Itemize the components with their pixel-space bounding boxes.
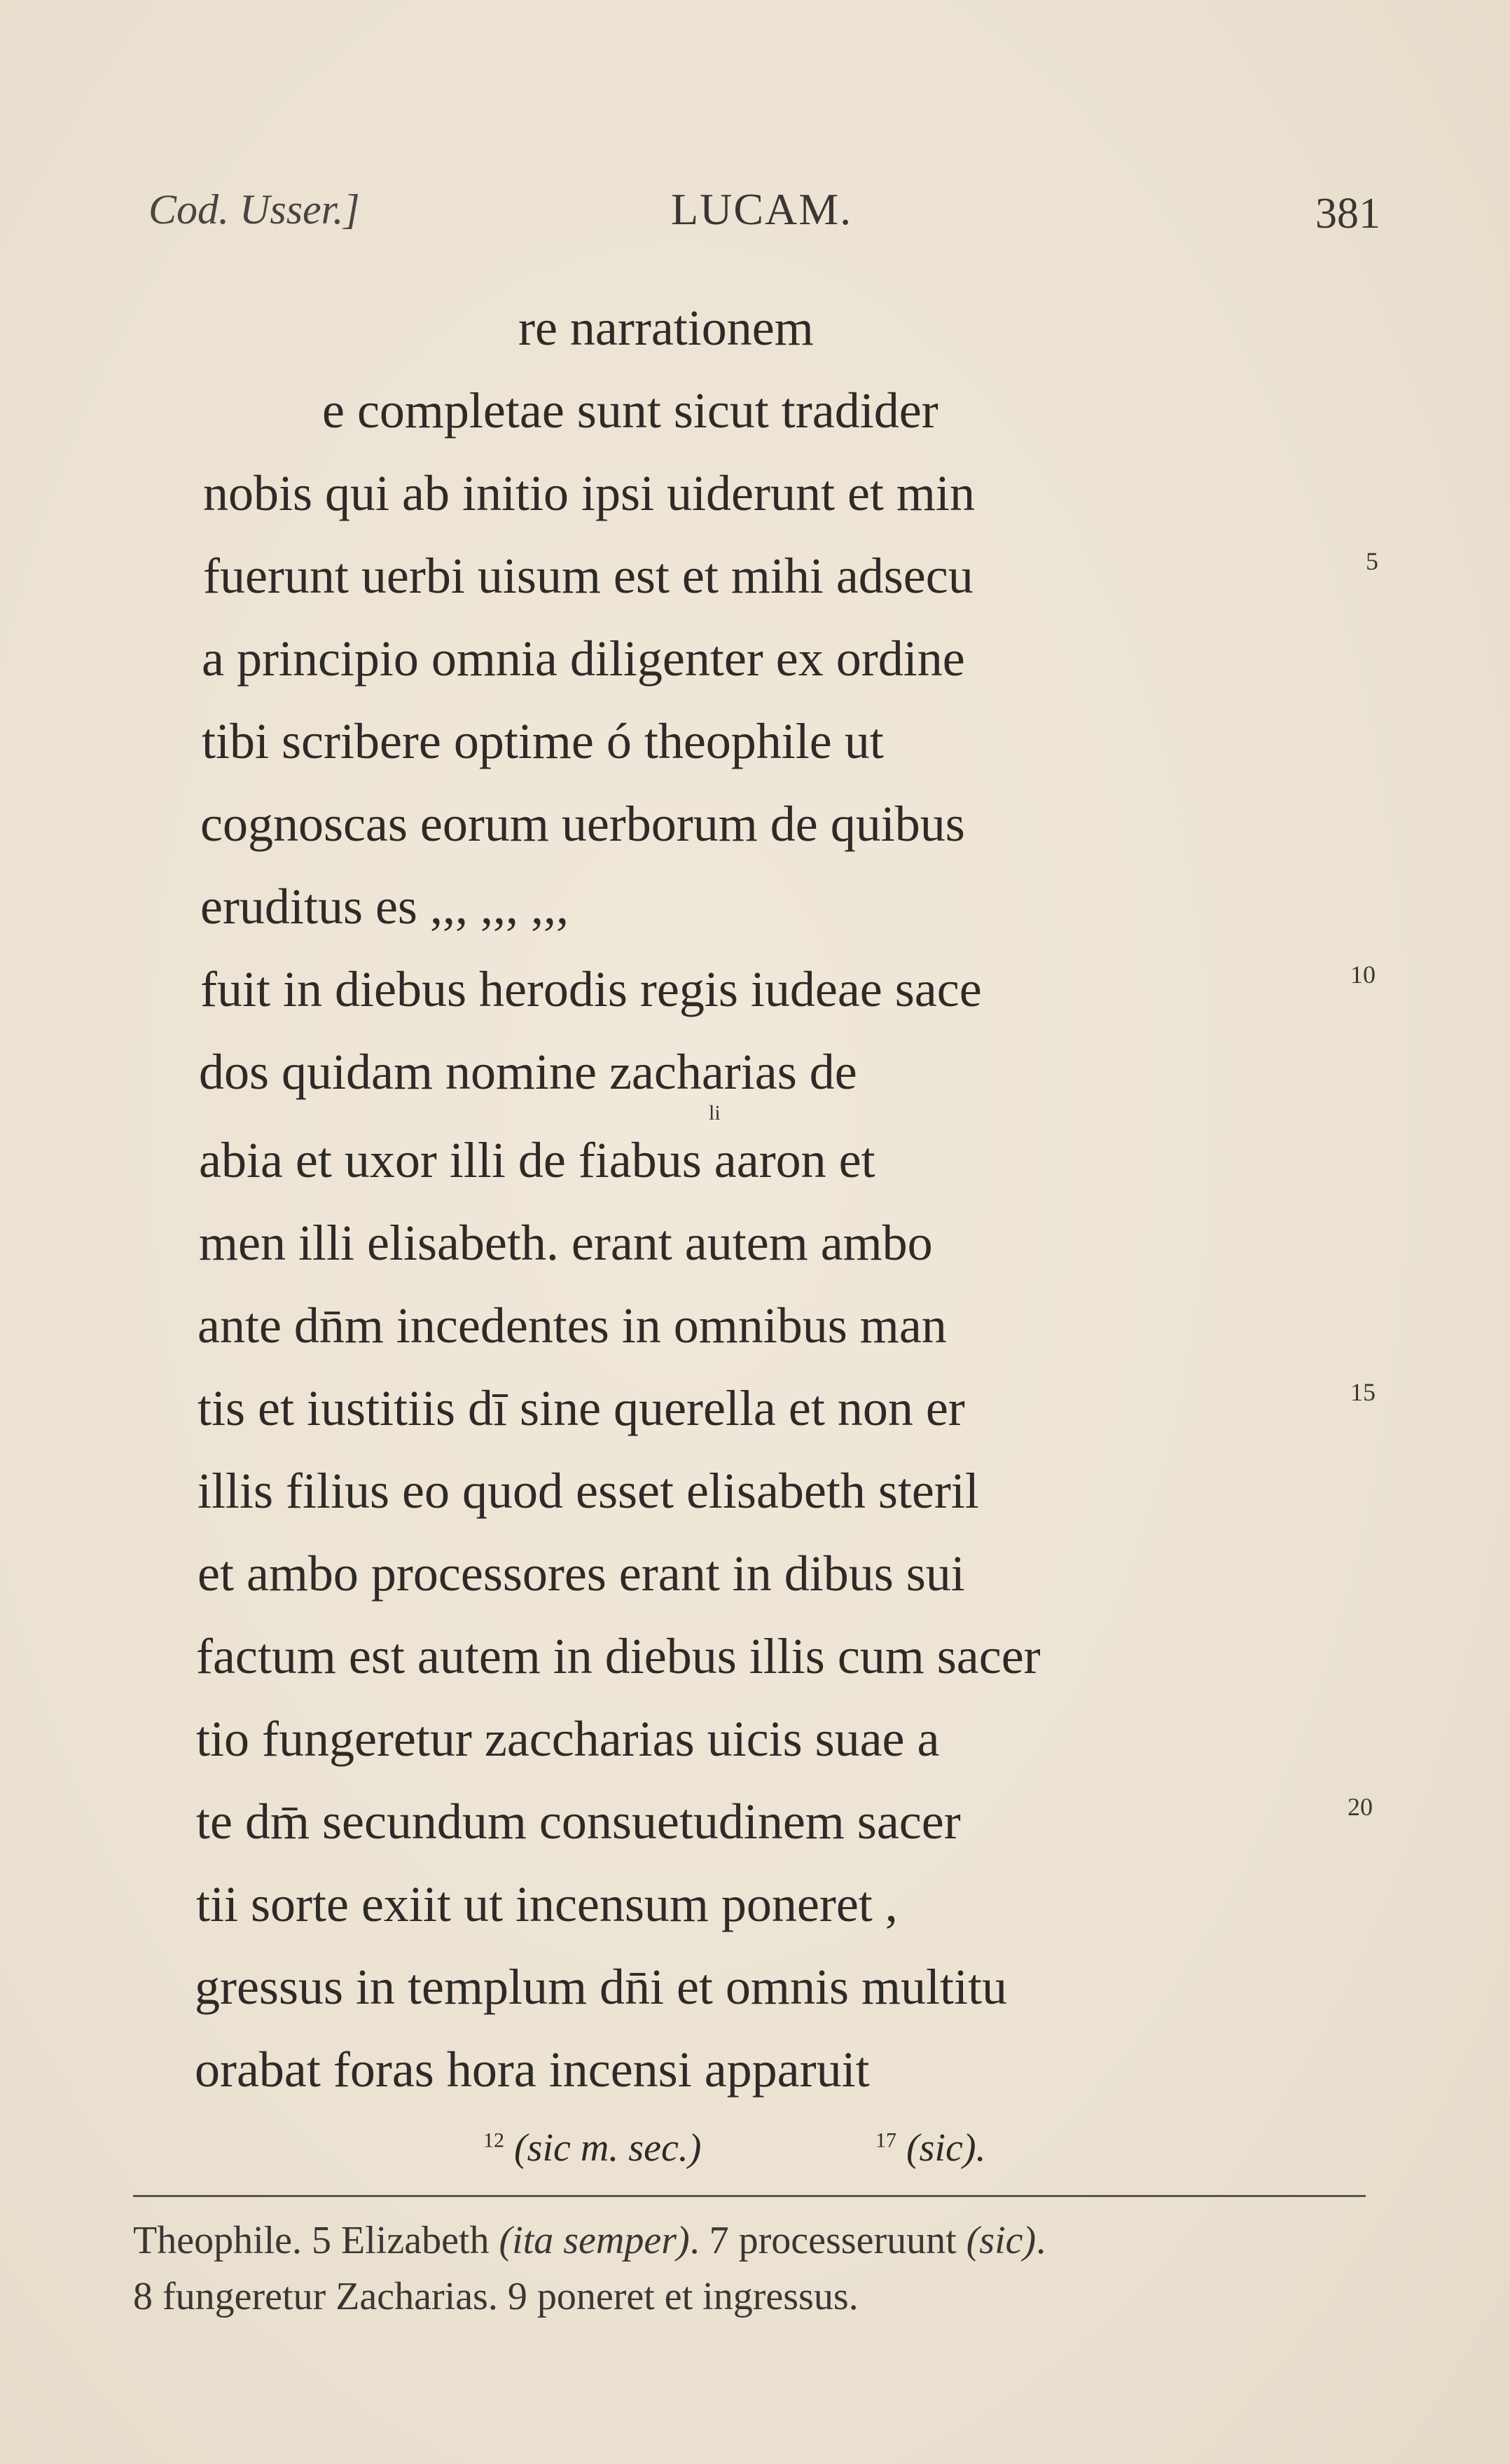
footnote-line-1 xyxy=(133,2221,1046,2260)
superscript-li: li xyxy=(709,1101,721,1124)
inline-note-12-text: (sic m. sec.) xyxy=(514,2126,702,2170)
line-number-15: 15 xyxy=(1350,1378,1376,1406)
text-line-20: tii sorte exiit ut incensum poneret , xyxy=(196,1876,898,1932)
inline-note-17-text: (sic). xyxy=(906,2126,986,2170)
text-line-18: tio fungeretur zaccharias uicis suae a xyxy=(196,1711,940,1767)
footnote-divider xyxy=(133,2195,1366,2197)
text-line-5: a principio omnia diligenter ex ordine xyxy=(202,631,965,687)
footnote-line-2: 8 fungeretur Zacharias. 9 poneret et ingressus. xyxy=(133,2275,859,2318)
text-line-13: ante dn̄m incedentes in omnibus man xyxy=(198,1298,947,1354)
text-line-12: men illi elisabeth. erant autem ambo xyxy=(199,1215,933,1271)
inline-note-12-number: 12 xyxy=(483,2128,504,2152)
footnote-1c: . 7 processeruunt xyxy=(689,2219,967,2262)
text-line-7: cognoscas eorum uerborum de quibus xyxy=(200,796,965,852)
footnote-1e: . xyxy=(1036,2219,1046,2262)
header-title: LUCAM. xyxy=(671,184,853,234)
text-line-8: eruditus es ,,, ,,, ,,, xyxy=(200,879,569,935)
line-number-5: 5 xyxy=(1366,547,1378,575)
line-number-10: 10 xyxy=(1350,961,1376,989)
text-line-21: gressus in templum dn̄i et omnis multitu xyxy=(195,1959,1007,2015)
inline-note-17 xyxy=(875,2126,986,2170)
text-line-22: orabat foras hora incensi apparuit xyxy=(195,2042,870,2098)
page-number: 381 xyxy=(1315,190,1380,238)
text-line-9: fuit in diebus herodis regis iudeae sace xyxy=(200,961,982,1017)
text-line-11: abia et uxor illi de fiabus aaron et xyxy=(199,1132,875,1188)
footnote-1b: (ita semper) xyxy=(499,2219,690,2262)
footnote-1a: Theophile. 5 Elizabeth xyxy=(133,2219,499,2262)
text-line-2: e completae sunt sicut tradider xyxy=(322,383,938,439)
inline-note-17-number: 17 xyxy=(875,2128,896,2152)
text-line-4: fuerunt uerbi uisum est et mihi adsecu xyxy=(203,548,974,604)
text-line-10: dos quidam nomine zacharias de xyxy=(199,1044,857,1100)
text-line-14: tis et iustitiis dī sine querella et non er xyxy=(198,1380,965,1436)
inline-note-12 xyxy=(483,2126,701,2170)
text-line-19: te dm̄ secundum consuetudinem sacer xyxy=(196,1794,961,1850)
header-source: Cod. Usser.] xyxy=(148,186,360,233)
line-number-20: 20 xyxy=(1348,1793,1373,1821)
text-line-15: illis filius eo quod esset elisabeth steril xyxy=(198,1463,979,1519)
text-line-3: nobis qui ab initio ipsi uiderunt et min xyxy=(203,465,975,521)
text-line-6: tibi scribere optime ó theophile ut xyxy=(202,713,884,769)
footnote-1d: (sic) xyxy=(966,2219,1037,2262)
text-line-17: factum est autem in diebus illis cum sacer xyxy=(196,1628,1041,1684)
text-line-1: re narrationem xyxy=(518,300,814,356)
text-line-16: et ambo processores erant in dibus sui xyxy=(198,1546,965,1602)
